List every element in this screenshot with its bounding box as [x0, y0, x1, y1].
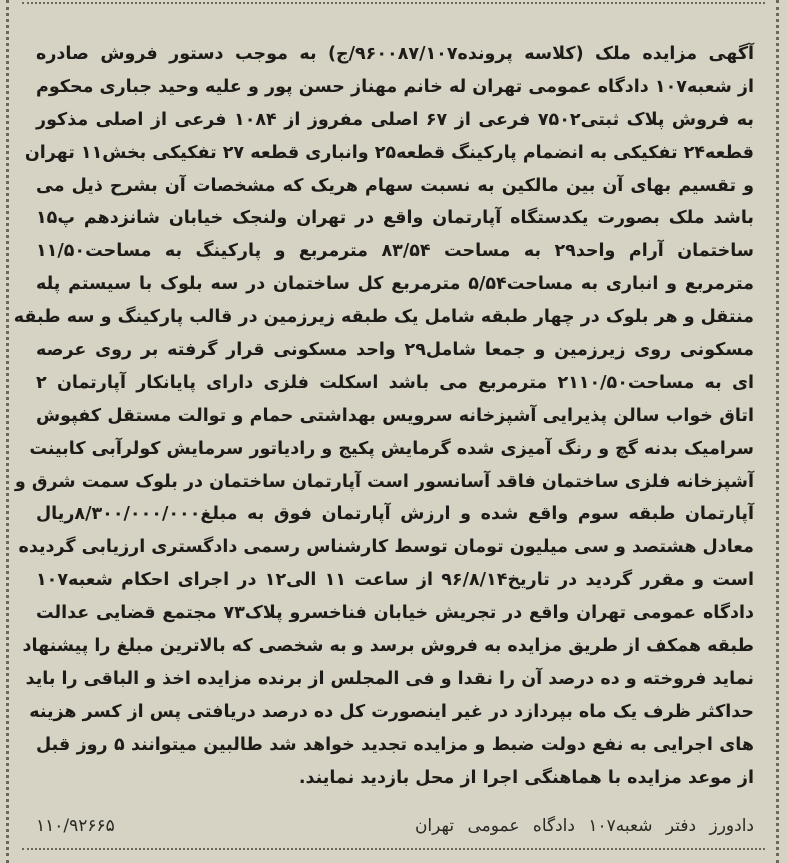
notice-line: آگهی مزایده ملک (کلاسه پرونده۹۶۰۰۸۷/۱۰۷/ج) به موجب دستور فروش صادره: [36, 44, 754, 64]
notice-body: [13, 38, 755, 794]
notice-line: است و مقرر گردید در تاریخ۹۶/۸/۱۴ از ساعت ۱۱ الی۱۲ در اجرای احکام شعبه۱۰۷: [36, 570, 754, 591]
notice-footer: [36, 816, 754, 836]
notice-line: دادگاه عمومی تهران واقع در تجریش خیابان فناخسرو پلاک۷۳ مجتمع قضایی عدالت: [36, 603, 755, 624]
notice-code: ۱۱۰/۹۲۶۶۵: [36, 816, 115, 836]
notice-line: طبقه همکف از طریق مزایده به فروش برسد و به شخصی که بالاترین مبلغ را پیشنهاد: [22, 636, 754, 657]
notice-line: قطعه۲۴ تفکیکی به انضمام پارکینگ قطعه۲۵ وانباری قطعه ۲۷ تفکیکی بخش۱۱ تهران: [24, 142, 754, 163]
notice-line: مترمربع و انباری به مساحت۵/۵۴ مترمربع کل ساختمان در سه بلوک با سیستم پله: [36, 274, 754, 295]
notice-line: اتاق خواب سالن پذیرایی آشپزخانه سرویس بهداشتی حمام و توالت مستقل کفپوش: [36, 405, 754, 426]
notice-line: آپارتمان طبقه سوم واقع شده و ارزش آپارتمان فوق به مبلغ۸/۳۰۰/۰۰۰/۰۰۰ریال: [36, 504, 754, 525]
bottom-divider: [22, 848, 765, 850]
notice-line: سرامیک بدنه گچ و رنگ آمیزی شده گرمایش پکیج و رادیاتور سرمایش کولرآبی کابینت: [29, 438, 754, 459]
signature: دادورز دفتر شعبه۱۰۷ دادگاه عمومی تهران: [414, 816, 754, 836]
notice-line: منتقل و هر بلوک در چهار طبقه شامل یک طبقه زیرزمین در قالب پارکینگ و سه طبقه: [13, 307, 754, 328]
notice-line: نماید فروخته و ده درصد آن را نقدا و فی المجلس از برنده مزایده اخذ و الباقی را باید: [25, 668, 754, 689]
notice-line: آشپزخانه فلزی ساختمان فاقد آسانسور است آپارتمان ساختمان در بلوک سمت شرق و: [14, 471, 754, 492]
notice-line: از شعبه۱۰۷ دادگاه عمومی تهران له خانم مهناز حسن پور و علیه وحید جباری محکوم: [36, 76, 754, 97]
top-divider: [22, 2, 765, 4]
notice-line: معادل هشتصد و سی میلیون تومان توسط کارشناس رسمی دادگستری ارزیابی گردیده: [18, 537, 754, 558]
notice-line: حداکثر ظرف یک ماه بپردازد در غیر اینصورت کل ده درصد دریافتی پس از کسر هزینه: [29, 701, 754, 722]
notice-line: های اجرایی به نفع دولت ضبط و مزایده تجدید خواهد شد طالبین میتوانند ۵ روز قبل: [36, 734, 755, 755]
notice-line: مسکونی روی زیرزمین و جمعا شامل۲۹ واحد مسکونی قرار گرفته بر روی عرصه: [36, 340, 754, 361]
notice-line: و تقسیم بهای آن بین مالکین به نسبت سهام هریک که مشخصات آن بشرح ذیل می: [36, 175, 754, 196]
notice-line: ساختمان آرام واحد۲۹ به مساحت ۸۳/۵۴ مترمربع و پارکینگ به مساحت۱۱/۵۰: [36, 241, 754, 262]
notice-line: ای به مساحت۲۱۱۰/۵۰ مترمربع می باشد اسکلت فلزی دارای پایانکار آپارتمان ۲: [36, 372, 754, 393]
notice-line: به فروش پلاک ثبتی۷۵۰۲ فرعی از ۶۷ اصلی مفروز از ۱۰۸۴ فرعی از اصلی مذکور: [36, 109, 754, 130]
notice-line: باشد ملک بصورت یکدستگاه آپارتمان واقع در تهران ولنجک خیابان شانزدهم پ۱۵: [36, 208, 754, 229]
notice-line: از موعد مزایده با هماهنگی اجرا از محل بازدید نمایند.: [298, 767, 754, 788]
